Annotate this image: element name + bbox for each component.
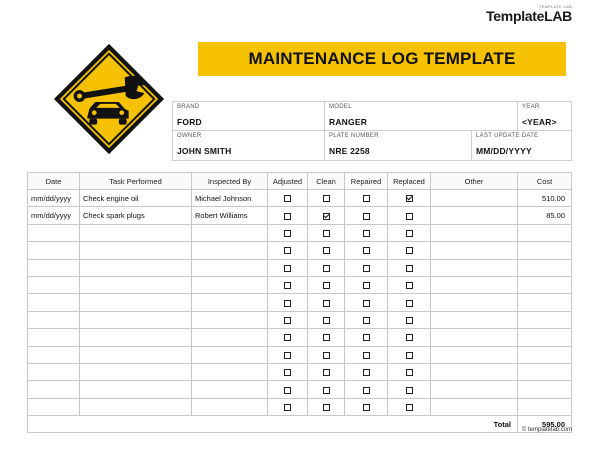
repaired-checkbox[interactable] [363,352,370,359]
table-row [28,276,572,293]
table-row [28,329,572,346]
model-label: MODEL [329,104,352,110]
repaired-checkbox[interactable] [363,317,370,324]
inspector-cell[interactable] [192,294,268,311]
model-value: RANGER [329,117,368,127]
total-value: 595.00 [518,416,572,433]
date-cell[interactable] [28,311,80,328]
clean-checkbox[interactable] [323,265,330,272]
date-cell[interactable] [28,346,80,363]
replaced-checkbox[interactable] [406,282,413,289]
last-update-field[interactable] [472,131,571,160]
adjusted-cell [268,207,308,224]
task-cell[interactable] [80,242,192,259]
replaced-checkbox[interactable] [406,404,413,411]
year-label: YEAR [522,104,540,110]
date-cell[interactable] [28,224,80,241]
table-row [28,207,572,224]
task-cell[interactable] [80,276,192,293]
other-cell[interactable] [431,294,518,311]
cost-cell[interactable]: 85.00 [518,207,572,224]
plate-value: NRE 2258 [329,146,370,156]
repaired-checkbox[interactable] [363,213,370,220]
other-cell[interactable] [431,242,518,259]
replaced-cell [388,259,431,276]
adjusted-cell [268,329,308,346]
clean-checkbox[interactable] [323,300,330,307]
task-cell[interactable] [80,381,192,398]
date-cell[interactable]: mm/dd/yyyy [28,207,80,224]
repaired-cell [345,381,388,398]
date-cell[interactable] [28,259,80,276]
templatelab-brand [452,4,572,23]
clean-checkbox[interactable] [323,213,330,220]
cost-cell[interactable] [518,329,572,346]
header-inspected-by: Inspected By [192,173,268,190]
plate-field[interactable] [325,131,472,160]
other-cell[interactable] [431,381,518,398]
owner-value: JOHN SMITH [177,146,232,156]
other-cell[interactable] [431,398,518,415]
table-row [28,346,572,363]
task-cell[interactable]: Check engine oil [80,190,192,207]
table-header-row [28,173,572,190]
replaced-checkbox[interactable] [406,195,413,202]
title-banner [198,42,566,76]
cost-cell[interactable] [518,346,572,363]
vehicle-info-panel [172,101,572,161]
repaired-cell [345,294,388,311]
adjusted-cell [268,224,308,241]
table-row [28,294,572,311]
replaced-cell [388,276,431,293]
adjusted-checkbox[interactable] [284,387,291,394]
adjusted-cell [268,242,308,259]
owner-field[interactable] [173,131,325,160]
cost-cell[interactable] [518,259,572,276]
inspector-cell[interactable] [192,242,268,259]
table-row [28,242,572,259]
repaired-cell [345,207,388,224]
adjusted-checkbox[interactable] [284,300,291,307]
clean-cell [308,259,345,276]
replaced-checkbox[interactable] [406,230,413,237]
other-cell[interactable] [431,207,518,224]
cost-cell[interactable] [518,381,572,398]
repaired-cell [345,311,388,328]
date-cell[interactable] [28,276,80,293]
replaced-cell [388,190,431,207]
replaced-checkbox[interactable] [406,300,413,307]
cost-cell[interactable] [518,224,572,241]
cost-cell[interactable] [518,398,572,415]
clean-cell [308,381,345,398]
replaced-cell [388,346,431,363]
other-cell[interactable] [431,190,518,207]
replaced-checkbox[interactable] [406,247,413,254]
replaced-cell [388,242,431,259]
adjusted-checkbox[interactable] [284,195,291,202]
clean-checkbox[interactable] [323,352,330,359]
model-field[interactable] [325,102,518,131]
replaced-cell [388,311,431,328]
inspector-cell[interactable] [192,259,268,276]
date-cell[interactable]: mm/dd/yyyy [28,190,80,207]
adjusted-cell [268,294,308,311]
task-cell[interactable] [80,294,192,311]
inspector-cell[interactable]: Michael Johnson [192,190,268,207]
table-row [28,381,572,398]
repaired-cell [345,363,388,380]
table-row [28,259,572,276]
adjusted-cell [268,346,308,363]
repaired-checkbox[interactable] [363,334,370,341]
inspector-cell[interactable] [192,329,268,346]
adjusted-checkbox[interactable] [284,334,291,341]
inspector-cell[interactable]: Robert Williams [192,207,268,224]
adjusted-checkbox[interactable] [284,352,291,359]
cost-cell[interactable]: 510.00 [518,190,572,207]
brand-logo-text: TemplateLAB [486,8,572,24]
clean-cell [308,190,345,207]
repaired-checkbox[interactable] [363,265,370,272]
date-cell[interactable] [28,329,80,346]
year-value: <YEAR> [522,117,557,127]
replaced-checkbox[interactable] [406,213,413,220]
last-update-value: MM/DD/YYYY [476,146,532,156]
inspector-cell[interactable] [192,381,268,398]
other-cell[interactable] [431,259,518,276]
clean-checkbox[interactable] [323,247,330,254]
owner-label: OWNER [177,133,202,139]
repaired-checkbox[interactable] [363,247,370,254]
other-cell[interactable] [431,346,518,363]
clean-checkbox[interactable] [323,369,330,376]
header-replaced: Replaced [388,173,431,190]
cost-cell[interactable] [518,242,572,259]
adjusted-checkbox[interactable] [284,369,291,376]
task-cell[interactable] [80,329,192,346]
task-cell[interactable] [80,224,192,241]
replaced-checkbox[interactable] [406,317,413,324]
clean-cell [308,207,345,224]
clean-cell [308,276,345,293]
clean-cell [308,224,345,241]
repaired-checkbox[interactable] [363,369,370,376]
header-adjusted: Adjusted [268,173,308,190]
table-row [28,311,572,328]
repaired-cell [345,276,388,293]
replaced-checkbox[interactable] [406,352,413,359]
task-cell[interactable] [80,346,192,363]
last-update-label: LAST UPDATE DATE [476,133,539,139]
repaired-cell [345,346,388,363]
adjusted-checkbox[interactable] [284,247,291,254]
adjusted-cell [268,381,308,398]
clean-cell [308,311,345,328]
clean-checkbox[interactable] [323,404,330,411]
adjusted-checkbox[interactable] [284,265,291,272]
page-title: MAINTENANCE LOG TEMPLATE [248,49,516,68]
adjusted-cell [268,190,308,207]
repaired-cell [345,224,388,241]
task-cell[interactable] [80,398,192,415]
adjusted-checkbox[interactable] [284,213,291,220]
task-cell[interactable] [80,363,192,380]
adjusted-cell [268,363,308,380]
repaired-checkbox[interactable] [363,404,370,411]
brand-label: BRAND [177,104,200,110]
brand-field[interactable] [173,102,325,131]
plate-label: PLATE NUMBER [329,133,379,139]
clean-cell [308,294,345,311]
cost-cell[interactable] [518,276,572,293]
replaced-checkbox[interactable] [406,369,413,376]
inspector-cell[interactable] [192,398,268,415]
other-cell[interactable] [431,329,518,346]
replaced-checkbox[interactable] [406,334,413,341]
footer-credit: © templatelab.com [521,427,572,433]
adjusted-cell [268,276,308,293]
clean-checkbox[interactable] [323,195,330,202]
task-cell[interactable] [80,259,192,276]
adjusted-checkbox[interactable] [284,230,291,237]
replaced-cell [388,363,431,380]
replaced-cell [388,398,431,415]
cost-cell[interactable] [518,363,572,380]
adjusted-cell [268,259,308,276]
repaired-cell [345,242,388,259]
table-row [28,398,572,415]
repaired-checkbox[interactable] [363,230,370,237]
table-row [28,224,572,241]
adjusted-cell [268,398,308,415]
other-cell[interactable] [431,363,518,380]
repaired-checkbox[interactable] [363,300,370,307]
repaired-checkbox[interactable] [363,195,370,202]
header-clean: Clean [308,173,345,190]
header-repaired: Repaired [345,173,388,190]
adjusted-checkbox[interactable] [284,317,291,324]
clean-checkbox[interactable] [323,387,330,394]
cost-cell[interactable] [518,294,572,311]
year-field[interactable] [518,102,571,131]
adjusted-checkbox[interactable] [284,282,291,289]
adjusted-cell [268,311,308,328]
clean-cell [308,346,345,363]
task-cell[interactable]: Check spark plugs [80,207,192,224]
inspector-cell[interactable] [192,224,268,241]
other-cell[interactable] [431,311,518,328]
header-date: Date [28,173,80,190]
repaired-checkbox[interactable] [363,282,370,289]
task-cell[interactable] [80,311,192,328]
date-cell[interactable] [28,363,80,380]
adjusted-checkbox[interactable] [284,404,291,411]
table-row [28,363,572,380]
replaced-cell [388,224,431,241]
replaced-cell [388,294,431,311]
replaced-cell [388,381,431,398]
clean-checkbox[interactable] [323,317,330,324]
table-row [28,190,572,207]
repaired-cell [345,190,388,207]
other-cell[interactable] [431,276,518,293]
cost-cell[interactable] [518,311,572,328]
inspector-cell[interactable] [192,346,268,363]
inspector-cell[interactable] [192,363,268,380]
date-cell[interactable] [28,294,80,311]
header-cost: Cost [518,173,572,190]
replaced-checkbox[interactable] [406,387,413,394]
header-other: Other [431,173,518,190]
repaired-cell [345,398,388,415]
repaired-cell [345,259,388,276]
other-cell[interactable] [431,224,518,241]
date-cell[interactable] [28,398,80,415]
inspector-cell[interactable] [192,311,268,328]
repaired-checkbox[interactable] [363,387,370,394]
clean-checkbox[interactable] [323,230,330,237]
replaced-cell [388,207,431,224]
total-label: Total [28,416,518,433]
date-cell[interactable] [28,381,80,398]
header-task: Task Performed [80,173,192,190]
clean-cell [308,329,345,346]
inspector-cell[interactable] [192,276,268,293]
repaired-cell [345,329,388,346]
clean-cell [308,242,345,259]
clean-cell [308,363,345,380]
car-wrench-warning-sign-icon [50,40,168,158]
total-row [28,416,572,433]
replaced-cell [388,329,431,346]
brand-small-text: TEMPLATE LAB [538,4,572,9]
clean-cell [308,398,345,415]
clean-checkbox[interactable] [323,334,330,341]
brand-value: FORD [177,117,202,127]
maintenance-log-table [27,172,572,433]
clean-checkbox[interactable] [323,282,330,289]
date-cell[interactable] [28,242,80,259]
replaced-checkbox[interactable] [406,265,413,272]
